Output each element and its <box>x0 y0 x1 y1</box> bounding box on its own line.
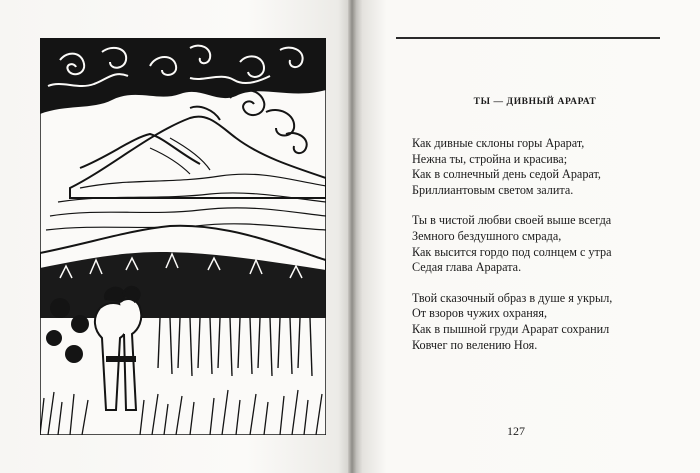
poem-line: Как в пышной груди Арарат сохранил <box>412 321 610 336</box>
poem-line: Земного бездушного смрада, <box>412 228 562 243</box>
ararat-couple-illustration <box>40 38 326 435</box>
poem-line: Седая глава Арарата. <box>412 260 522 275</box>
poem-line: Нежна ты, стройна и красива; <box>412 151 568 166</box>
poem-line: Ковчег по велению Ноя. <box>412 337 538 352</box>
poem-body <box>412 136 672 368</box>
stanza-1 <box>412 136 672 198</box>
top-rule <box>396 37 660 39</box>
poem-line: Как высится гордо под солнцем с утра <box>412 244 612 259</box>
stanza-2 <box>412 213 672 275</box>
poem-line: Как в солнечный день седой Арарат, <box>412 167 601 182</box>
poem-line: От взоров чужих охраняя, <box>412 306 548 321</box>
poem-line: Ты в чистой любви своей выше всегда <box>412 213 612 228</box>
book-gutter <box>348 0 356 473</box>
poem-line: Твой сказочный образ в душе я укрыл, <box>412 290 613 305</box>
poem-line: Как дивные склоны горы Арарат, <box>412 136 585 150</box>
poem-title: ТЫ — ДИВНЫЙ АРАРАТ <box>473 97 597 107</box>
page-number: 127 <box>507 424 525 438</box>
stanza-3 <box>412 291 672 353</box>
poem-line: Бриллиантовым светом залита. <box>412 182 574 197</box>
